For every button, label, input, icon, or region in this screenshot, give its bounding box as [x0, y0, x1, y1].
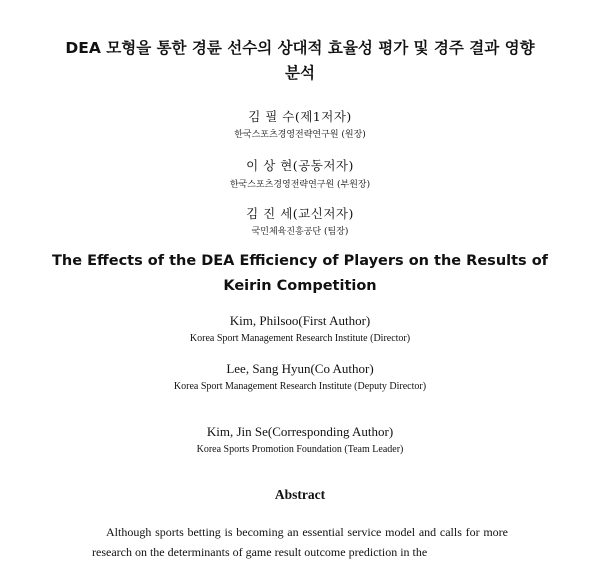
english-affiliation-3: Korea Sports Promotion Foundation (Team Leader) [196, 444, 404, 455]
korean-author-3: 김 진 세(교신저자) [246, 206, 354, 221]
korean-affiliation-2: 한국스포츠경영전략연구원 (부원장) [229, 180, 371, 190]
english-author-3: Kim, Jin Se(Corresponding Author) [206, 424, 394, 439]
korean-author-1: 김 필 수(제1저자) [248, 109, 352, 124]
korean-affiliation-3: 국민체육진흥공단 (팀장) [251, 227, 349, 237]
english-affiliation-1: Korea Sport Management Research Institute (Director) [189, 333, 411, 344]
abstract-text: Although sports betting is becoming an essential service model and calls for more research on the determinants of game result outcome prediction in the [92, 525, 508, 559]
english-author-1: Kim, Philsoo(First Author) [229, 313, 371, 328]
korean-title: DEA 모형을 통한 경륜 선수의 상대적 효율성 평가 및 경주 결과 영향 분석 [65, 39, 535, 82]
korean-affiliation-1: 한국스포츠경영전략연구원 (원장) [234, 130, 366, 140]
english-title: The Effects of the DEA Efficiency of Players on the Results of Keirin Competition [52, 253, 548, 294]
english-author-2: Lee, Sang Hyun(Co Author) [226, 361, 374, 376]
korean-author-2: 이 상 현(공동저자) [246, 158, 354, 173]
abstract-heading: Abstract [274, 487, 326, 502]
english-affiliation-2: Korea Sport Management Research Institute (Deputy Director) [173, 381, 427, 392]
